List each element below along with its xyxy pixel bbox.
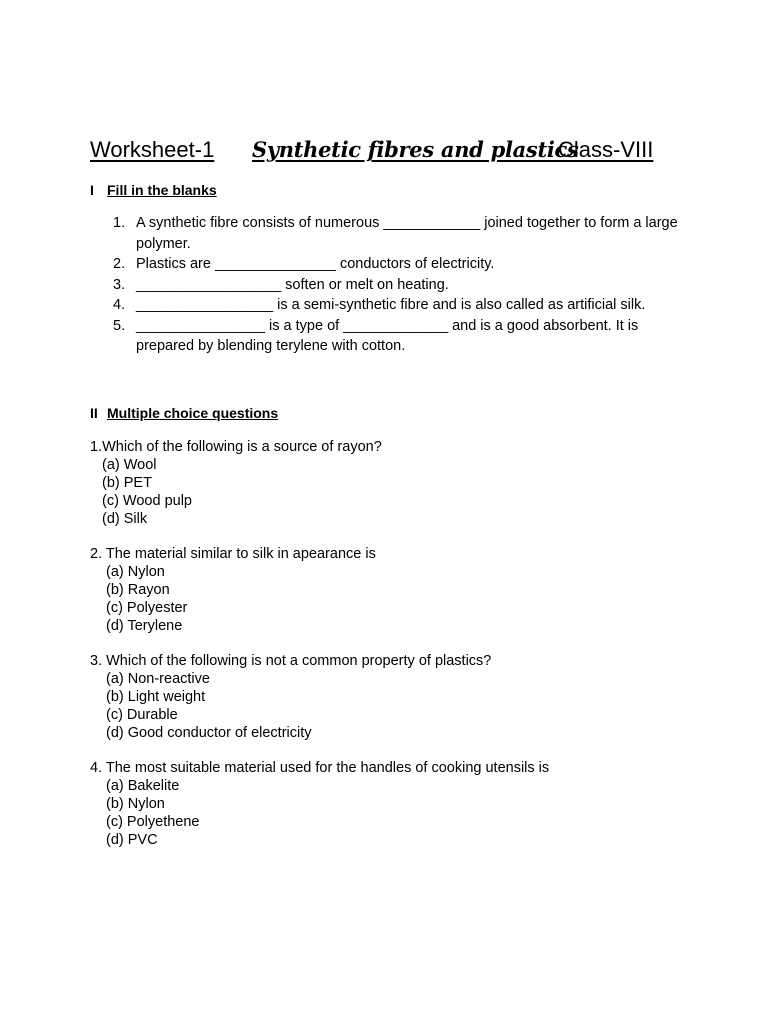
worksheet-title xyxy=(90,137,670,167)
option-a: (a) Bakelite xyxy=(106,778,180,794)
section-heading-fill-blanks xyxy=(90,182,217,198)
option-d: (d) Good conductor of electricity xyxy=(106,725,312,741)
question-text: _________________ is a semi-synthetic fibre and is also called as artificial silk. xyxy=(136,297,646,313)
mcq-question-4 xyxy=(90,759,549,849)
mcq-question-3 xyxy=(90,652,491,742)
section-number: II xyxy=(90,405,98,421)
list-item: 1. A synthetic fibre consists of numerous ____________ joined together to form a large polymer. xyxy=(113,215,678,252)
fill-blanks-list xyxy=(113,213,683,357)
option-b: (b) PET xyxy=(102,475,152,491)
section-title: Multiple choice questions xyxy=(107,405,279,421)
question-text: A synthetic fibre consists of numerous ____________ joined together to form a large polymer. xyxy=(136,215,678,252)
option-c: (c) Wood pulp xyxy=(102,493,192,509)
question-text: 3. Which of the following is not a common property of plastics? xyxy=(90,653,492,669)
option-a: (a) Non-reactive xyxy=(106,671,210,687)
option-b: (b) Light weight xyxy=(106,689,206,705)
list-item: 2. Plastics are _______________ conductors of electricity. xyxy=(113,256,495,272)
option-d: (d) PVC xyxy=(106,832,158,848)
option-c: (c) Durable xyxy=(106,707,178,723)
list-item: 3. __________________ soften or melt on heating. xyxy=(113,276,449,293)
question-text: 2. The material similar to silk in apearance is xyxy=(90,546,376,562)
option-b: (b) Nylon xyxy=(106,796,165,812)
worksheet-class: Class-VIII xyxy=(558,137,654,162)
list-item: 5. ________________ is a type of _____________ and is a good absorbent. It is prepared by blending terylene with cotton. xyxy=(113,317,639,354)
question-text: 1.Which of the following is a source of rayon? xyxy=(90,439,382,455)
question-text: Plastics are _______________ conductors of electricity. xyxy=(136,256,495,272)
worksheet-subject: Synthetic fibres and plastics xyxy=(252,137,579,162)
option-c: (c) Polyethene xyxy=(106,814,200,830)
worksheet-number: Worksheet-1 xyxy=(90,137,215,162)
option-a: (a) Nylon xyxy=(106,564,165,580)
section-heading-mcq xyxy=(90,405,278,421)
option-d: (d) Silk xyxy=(102,511,148,527)
question-text: __________________ soften or melt on heating. xyxy=(136,276,449,293)
list-item: 4. _________________ is a semi-synthetic fibre and is also called as artificial silk. xyxy=(113,297,646,313)
mcq-question-1 xyxy=(90,438,382,528)
option-a: (a) Wool xyxy=(102,457,157,473)
section-number: I xyxy=(90,182,94,198)
question-text: 4. The most suitable material used for the handles of cooking utensils is xyxy=(90,760,550,776)
question-text: ________________ is a type of _____________ and is a good absorbent. It is prepared by blending terylene with cotton. xyxy=(136,317,639,354)
option-c: (c) Polyester xyxy=(106,600,188,616)
section-title: Fill in the blanks xyxy=(107,182,217,198)
mcq-question-2 xyxy=(90,545,376,635)
option-d: (d) Terylene xyxy=(106,618,183,634)
option-b: (b) Rayon xyxy=(106,582,170,598)
